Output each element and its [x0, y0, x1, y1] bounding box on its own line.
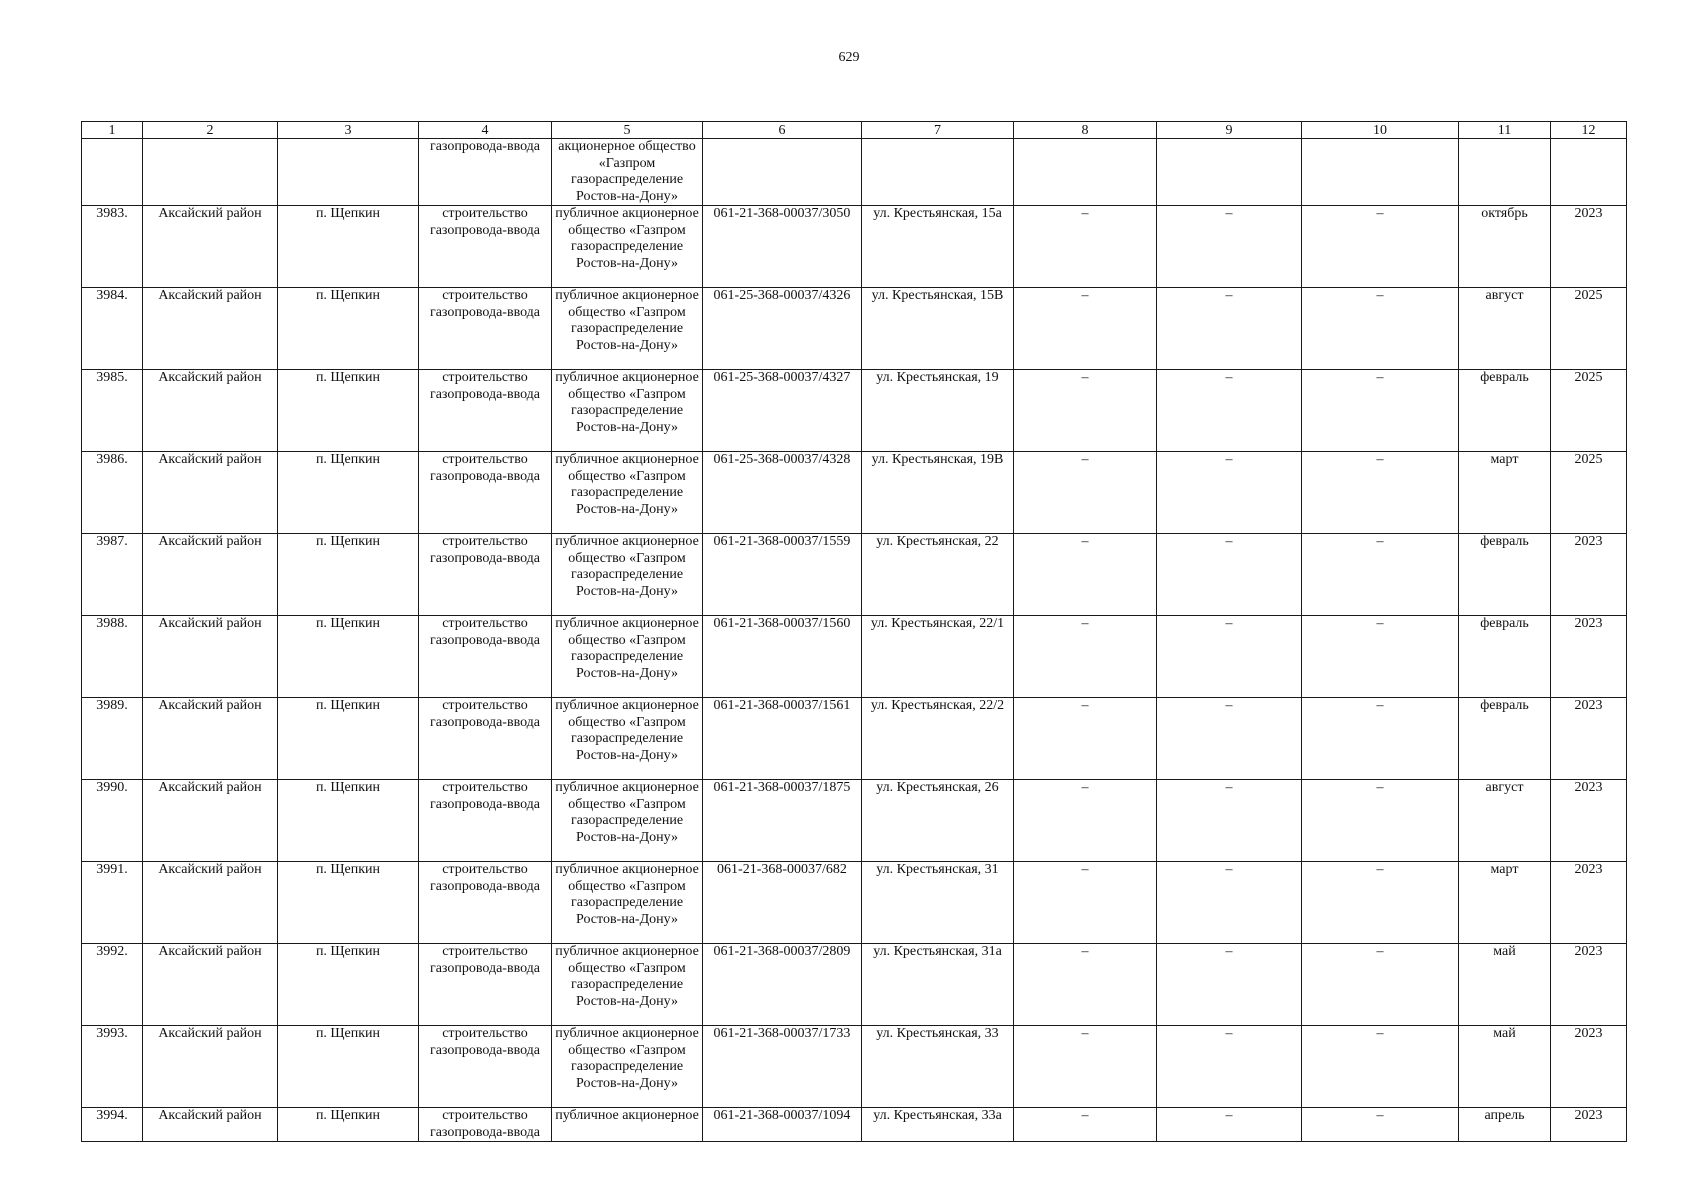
cell-month: май — [1459, 944, 1551, 1026]
cell-work-type: строительство газопровода-ввода — [419, 616, 552, 698]
cell-address: ул. Крестьянская, 22 — [862, 534, 1014, 616]
cell-month: февраль — [1459, 534, 1551, 616]
cell-col-8: – — [1014, 1108, 1157, 1142]
cell-col-9: – — [1157, 944, 1302, 1026]
cell-district: Аксайский район — [143, 862, 278, 944]
cell-work-type: строительство газопровода-ввода — [419, 534, 552, 616]
cell-empty — [143, 139, 278, 206]
cell-organization: публичное акционерное общество «Газпром газораспределение Ростов-на-Дону» — [552, 288, 703, 370]
cell-locality: п. Щепкин — [278, 288, 419, 370]
cell-year: 2023 — [1551, 1108, 1627, 1142]
page-number: 629 — [838, 50, 860, 65]
cell-month: октябрь — [1459, 206, 1551, 288]
cell-district: Аксайский район — [143, 616, 278, 698]
cell-year: 2023 — [1551, 698, 1627, 780]
cell-address: ул. Крестьянская, 22/2 — [862, 698, 1014, 780]
cell-col-10: – — [1302, 1108, 1459, 1142]
cell-year: 2023 — [1551, 862, 1627, 944]
cell-object-code: 061-25-368-00037/4328 — [703, 452, 862, 534]
cell-object-code: 061-25-368-00037/4326 — [703, 288, 862, 370]
cell-district: Аксайский район — [143, 370, 278, 452]
cell-empty — [1157, 139, 1302, 206]
cell-month: февраль — [1459, 370, 1551, 452]
cell-empty — [862, 139, 1014, 206]
cell-locality: п. Щепкин — [278, 698, 419, 780]
cell-col-10: – — [1302, 944, 1459, 1026]
cell-col-8: – — [1014, 616, 1157, 698]
cell-locality: п. Щепкин — [278, 370, 419, 452]
cell-row-number: 3988. — [82, 616, 143, 698]
cell-row-number: 3985. — [82, 370, 143, 452]
cell-col-10: – — [1302, 616, 1459, 698]
cell-empty — [1302, 139, 1459, 206]
cell-locality: п. Щепкин — [278, 1026, 419, 1108]
cell-object-code: 061-25-368-00037/4327 — [703, 370, 862, 452]
cell-year: 2023 — [1551, 616, 1627, 698]
cell-month: февраль — [1459, 616, 1551, 698]
header-cell: 7 — [862, 122, 1014, 139]
cell-col-9: – — [1157, 1108, 1302, 1142]
cell-object-code: 061-21-368-00037/2809 — [703, 944, 862, 1026]
cell-work-type: строительство газопровода-ввода — [419, 452, 552, 534]
continuation-row — [82, 139, 1627, 206]
cell-organization: публичное акционерное — [552, 1108, 703, 1142]
cell-col-8: – — [1014, 370, 1157, 452]
header-cell: 3 — [278, 122, 419, 139]
cell-locality: п. Щепкин — [278, 206, 419, 288]
cell-year: 2023 — [1551, 534, 1627, 616]
cell-empty — [278, 139, 419, 206]
cell-col-9: – — [1157, 206, 1302, 288]
cell-month: март — [1459, 452, 1551, 534]
cell-month: апрель — [1459, 1108, 1551, 1142]
column-number-header-row — [82, 122, 1627, 139]
cell-row-number: 3993. — [82, 1026, 143, 1108]
cell-work-type: строительство газопровода-ввода — [419, 780, 552, 862]
cell-object-code: 061-21-368-00037/3050 — [703, 206, 862, 288]
cell-district: Аксайский район — [143, 944, 278, 1026]
cell-row-number: 3986. — [82, 452, 143, 534]
cell-year: 2023 — [1551, 1026, 1627, 1108]
table-row — [82, 780, 1627, 862]
header-cell: 4 — [419, 122, 552, 139]
header-cell: 11 — [1459, 122, 1551, 139]
cell-empty — [82, 139, 143, 206]
cell-object-code: 061-21-368-00037/1875 — [703, 780, 862, 862]
cell-col-9: – — [1157, 288, 1302, 370]
cell-year: 2025 — [1551, 370, 1627, 452]
cell-row-number: 3983. — [82, 206, 143, 288]
header-cell: 5 — [552, 122, 703, 139]
cell-object-code: 061-21-368-00037/1094 — [703, 1108, 862, 1142]
cell-district: Аксайский район — [143, 534, 278, 616]
table-row — [82, 206, 1627, 288]
table-row — [82, 944, 1627, 1026]
cell-object-code: 061-21-368-00037/1559 — [703, 534, 862, 616]
cell-year: 2025 — [1551, 288, 1627, 370]
cell-object-code: 061-21-368-00037/1560 — [703, 616, 862, 698]
cell-col-9: – — [1157, 452, 1302, 534]
cell-organization: публичное акционерное общество «Газпром газораспределение Ростов-на-Дону» — [552, 862, 703, 944]
table-row — [82, 616, 1627, 698]
cell-col-8: – — [1014, 944, 1157, 1026]
cell-district: Аксайский район — [143, 288, 278, 370]
cell-address: ул. Крестьянская, 26 — [862, 780, 1014, 862]
cell-empty — [1459, 139, 1551, 206]
cell-district: Аксайский район — [143, 206, 278, 288]
cell-col-9: – — [1157, 1026, 1302, 1108]
cell-object-code: 061-21-368-00037/1733 — [703, 1026, 862, 1108]
cell-year: 2023 — [1551, 780, 1627, 862]
cell-col-9: – — [1157, 780, 1302, 862]
cell-organization: публичное акционерное общество «Газпром газораспределение Ростов-на-Дону» — [552, 370, 703, 452]
cell-col-10: – — [1302, 452, 1459, 534]
cell-empty — [1014, 139, 1157, 206]
cell-locality: п. Щепкин — [278, 862, 419, 944]
cell-address: ул. Крестьянская, 31 — [862, 862, 1014, 944]
cell-col-8: – — [1014, 206, 1157, 288]
cell-row-number: 3992. — [82, 944, 143, 1026]
cell-empty — [1551, 139, 1627, 206]
cell-col-10: – — [1302, 1026, 1459, 1108]
cell-col-9: – — [1157, 698, 1302, 780]
cell-locality: п. Щепкин — [278, 534, 419, 616]
cell-month: март — [1459, 862, 1551, 944]
header-cell: 9 — [1157, 122, 1302, 139]
cell-organization: публичное акционерное общество «Газпром газораспределение Ростов-на-Дону» — [552, 780, 703, 862]
cell-work-type: строительство газопровода-ввода — [419, 862, 552, 944]
cell-district: Аксайский район — [143, 1108, 278, 1142]
cell-month: февраль — [1459, 698, 1551, 780]
table-row — [82, 534, 1627, 616]
cell-empty — [703, 139, 862, 206]
cell-col-8: – — [1014, 698, 1157, 780]
cell-row-number: 3991. — [82, 862, 143, 944]
cell-district: Аксайский район — [143, 698, 278, 780]
table-row — [82, 452, 1627, 534]
cell-work-type: строительство газопровода-ввода — [419, 288, 552, 370]
cell-organization: акционерное общество «Газпром газораспределение Ростов-на-Дону» — [552, 139, 703, 206]
cell-organization: публичное акционерное общество «Газпром газораспределение Ростов-на-Дону» — [552, 944, 703, 1026]
cell-work-type: строительство газопровода-ввода — [419, 1108, 552, 1142]
header-cell: 6 — [703, 122, 862, 139]
cell-month: май — [1459, 1026, 1551, 1108]
cell-organization: публичное акционерное общество «Газпром газораспределение Ростов-на-Дону» — [552, 206, 703, 288]
cell-row-number: 3987. — [82, 534, 143, 616]
cell-col-10: – — [1302, 698, 1459, 780]
cell-locality: п. Щепкин — [278, 780, 419, 862]
cell-organization: публичное акционерное общество «Газпром газораспределение Ростов-на-Дону» — [552, 698, 703, 780]
cell-col-10: – — [1302, 862, 1459, 944]
cell-locality: п. Щепкин — [278, 1108, 419, 1142]
register-table — [81, 121, 1627, 1142]
cell-organization: публичное акционерное общество «Газпром газораспределение Ростов-на-Дону» — [552, 452, 703, 534]
header-cell: 2 — [143, 122, 278, 139]
table-row — [82, 370, 1627, 452]
cell-month: август — [1459, 288, 1551, 370]
cell-address: ул. Крестьянская, 33а — [862, 1108, 1014, 1142]
cell-work-type: строительство газопровода-ввода — [419, 1026, 552, 1108]
cell-address: ул. Крестьянская, 31а — [862, 944, 1014, 1026]
cell-col-10: – — [1302, 288, 1459, 370]
cell-organization: публичное акционерное общество «Газпром газораспределение Ростов-на-Дону» — [552, 534, 703, 616]
cell-address: ул. Крестьянская, 19В — [862, 452, 1014, 534]
cell-organization: публичное акционерное общество «Газпром газораспределение Ростов-на-Дону» — [552, 616, 703, 698]
cell-address: ул. Крестьянская, 15а — [862, 206, 1014, 288]
table-row — [82, 1108, 1627, 1142]
header-cell: 8 — [1014, 122, 1157, 139]
cell-row-number: 3994. — [82, 1108, 143, 1142]
cell-col-10: – — [1302, 534, 1459, 616]
cell-year: 2023 — [1551, 944, 1627, 1026]
cell-col-9: – — [1157, 616, 1302, 698]
cell-object-code: 061-21-368-00037/682 — [703, 862, 862, 944]
cell-row-number: 3990. — [82, 780, 143, 862]
cell-year: 2025 — [1551, 452, 1627, 534]
cell-col-10: – — [1302, 780, 1459, 862]
cell-locality: п. Щепкин — [278, 616, 419, 698]
header-cell: 12 — [1551, 122, 1627, 139]
cell-work-type: строительство газопровода-ввода — [419, 206, 552, 288]
table-row — [82, 1026, 1627, 1108]
cell-col-8: – — [1014, 1026, 1157, 1108]
cell-organization: публичное акционерное общество «Газпром газораспределение Ростов-на-Дону» — [552, 1026, 703, 1108]
cell-row-number: 3989. — [82, 698, 143, 780]
cell-col-8: – — [1014, 862, 1157, 944]
cell-district: Аксайский район — [143, 1026, 278, 1108]
table-row — [82, 288, 1627, 370]
cell-district: Аксайский район — [143, 780, 278, 862]
table-row — [82, 862, 1627, 944]
cell-object-code: 061-21-368-00037/1561 — [703, 698, 862, 780]
cell-col-10: – — [1302, 206, 1459, 288]
cell-work-type: строительство газопровода-ввода — [419, 698, 552, 780]
cell-district: Аксайский район — [143, 452, 278, 534]
cell-address: ул. Крестьянская, 33 — [862, 1026, 1014, 1108]
cell-work-type: газопровода-ввода — [419, 139, 552, 206]
header-cell: 1 — [82, 122, 143, 139]
table-row — [82, 698, 1627, 780]
cell-address: ул. Крестьянская, 15В — [862, 288, 1014, 370]
cell-work-type: строительство газопровода-ввода — [419, 370, 552, 452]
cell-locality: п. Щепкин — [278, 452, 419, 534]
cell-col-8: – — [1014, 288, 1157, 370]
cell-col-8: – — [1014, 452, 1157, 534]
cell-address: ул. Крестьянская, 19 — [862, 370, 1014, 452]
cell-col-10: – — [1302, 370, 1459, 452]
cell-address: ул. Крестьянская, 22/1 — [862, 616, 1014, 698]
cell-row-number: 3984. — [82, 288, 143, 370]
cell-col-8: – — [1014, 780, 1157, 862]
cell-col-9: – — [1157, 534, 1302, 616]
cell-col-8: – — [1014, 534, 1157, 616]
cell-work-type: строительство газопровода-ввода — [419, 944, 552, 1026]
cell-col-9: – — [1157, 862, 1302, 944]
cell-year: 2023 — [1551, 206, 1627, 288]
cell-locality: п. Щепкин — [278, 944, 419, 1026]
header-cell: 10 — [1302, 122, 1459, 139]
cell-month: август — [1459, 780, 1551, 862]
cell-col-9: – — [1157, 370, 1302, 452]
